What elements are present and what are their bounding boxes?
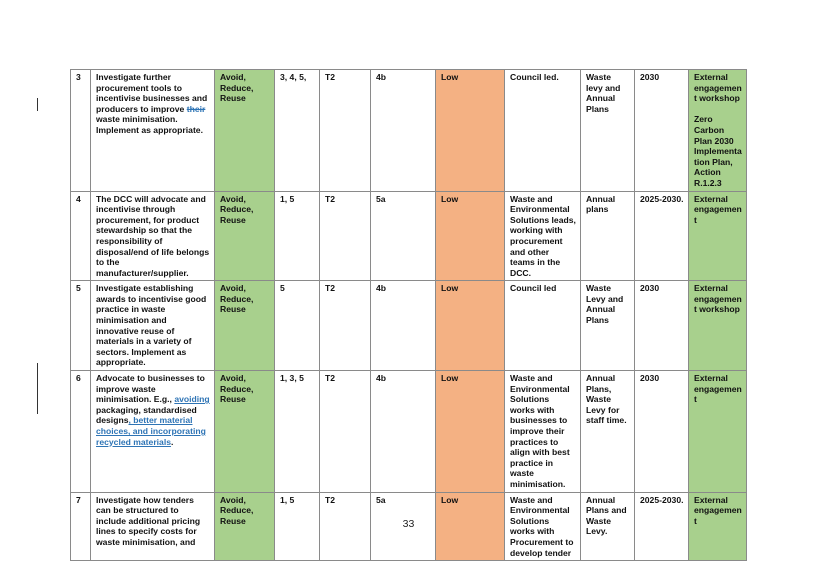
change-bar: [37, 98, 38, 111]
page-number: 33: [402, 518, 415, 530]
row-number: 7: [71, 492, 91, 561]
timeframe-cell: 2030: [635, 70, 689, 192]
action-description: Investigate further procurement tools to incentivise businesses and producers to improve their waste minimisation. Implement as appropriate.: [91, 70, 215, 192]
resource-cell: Annual Plans and Waste Levy.: [581, 492, 635, 561]
tracked-insertion: , better material choices, and incorporating recycled materials: [96, 415, 206, 447]
waste-hierarchy-cell: Avoid, Reduce, Reuse: [215, 371, 275, 493]
resource-cell: Annual Plans, Waste Levy for staff time.: [581, 371, 635, 493]
source-cell: [689, 70, 747, 192]
source-cell: External engagement: [689, 492, 747, 561]
table-row: [71, 70, 747, 192]
resource-cell: Waste levy and Annual Plans: [581, 70, 635, 192]
action-description: The DCC will advocate and incentivise through procurement, for product stewardship so that the responsibility of disposal/end of life belongs to the manufacturer/supplier.: [91, 191, 215, 281]
tracked-deletion: their: [186, 103, 206, 114]
table-row: [71, 371, 747, 493]
objectives-cell: 5: [275, 281, 320, 371]
lead-cell: Waste and Environmental Solutions works with Procurement to develop tender: [505, 492, 581, 561]
row-number: 5: [71, 281, 91, 371]
source-cell: External engagement: [689, 371, 747, 493]
waste-hierarchy-cell: Avoid, Reduce, Reuse: [215, 492, 275, 561]
objectives-cell: 1, 3, 5: [275, 371, 320, 493]
theme-cell: 4b: [371, 371, 436, 493]
timeframe-cell: 2025-2030.: [635, 492, 689, 561]
cost-cell: Low: [436, 371, 505, 493]
lead-cell: Waste and Environmental Solutions works with businesses to improve their practices to align with best practice in waste minimisation.: [505, 371, 581, 493]
objectives-cell: 1, 5: [275, 492, 320, 561]
table-row: [71, 281, 747, 371]
source-cell: External engagement workshop: [689, 281, 747, 371]
change-bar: [37, 363, 38, 414]
action-description: Investigate establishing awards to incentivise good practice in waste minimisation and innovative reuse of materials in a variety of sectors. Implement as appropriate.: [91, 281, 215, 371]
row-number: 6: [71, 371, 91, 493]
lead-cell: Council led: [505, 281, 581, 371]
theme-cell: 4b: [371, 70, 436, 192]
waste-hierarchy-cell: Avoid, Reduce, Reuse: [215, 191, 275, 281]
resource-cell: Waste Levy and Annual Plans: [581, 281, 635, 371]
waste-hierarchy-cell: Avoid, Reduce, Reuse: [215, 281, 275, 371]
timeframe-cell: 2030: [635, 281, 689, 371]
theme-cell: 5a: [371, 191, 436, 281]
lead-cell: Council led.: [505, 70, 581, 192]
theme-cell: 5a: [371, 492, 436, 561]
waste-hierarchy-cell: Avoid, Reduce, Reuse: [215, 70, 275, 192]
objectives-cell: 3, 4, 5,: [275, 70, 320, 192]
row-number: 3: [71, 70, 91, 192]
priority-cell: T2: [320, 191, 371, 281]
cost-cell: Low: [436, 281, 505, 371]
priority-cell: T2: [320, 70, 371, 192]
source-cell: External engagement: [689, 191, 747, 281]
action-table: [70, 69, 747, 561]
action-description: Investigate how tenders can be structured to include additional pricing lines to specify costs for waste minimisation, and: [91, 492, 215, 561]
priority-cell: T2: [320, 371, 371, 493]
table-row: [71, 191, 747, 281]
resource-cell: Annual plans: [581, 191, 635, 281]
cost-cell: Low: [436, 70, 505, 192]
action-description: Advocate to businesses to improve waste minimisation. E.g., avoiding packaging, standardised designs, better material choices, and incorporating recycled materials.: [91, 371, 215, 493]
objectives-cell: 1, 5: [275, 191, 320, 281]
tracked-insertion: avoiding: [174, 394, 210, 405]
theme-cell: 4b: [371, 281, 436, 371]
priority-cell: T2: [320, 281, 371, 371]
lead-cell: Waste and Environmental Solutions leads, working with procurement and other teams in the DCC.: [505, 191, 581, 281]
cost-cell: Low: [436, 191, 505, 281]
source-text-secondary: Zero Carbon Plan 2030 Implementation Plan, Action R.1.2.3: [694, 114, 742, 188]
priority-cell: T2: [320, 492, 371, 561]
source-text: External engagement workshop: [694, 72, 742, 104]
timeframe-cell: 2030: [635, 371, 689, 493]
row-number: 4: [71, 191, 91, 281]
cost-cell: Low: [436, 492, 505, 561]
timeframe-cell: 2025-2030.: [635, 191, 689, 281]
